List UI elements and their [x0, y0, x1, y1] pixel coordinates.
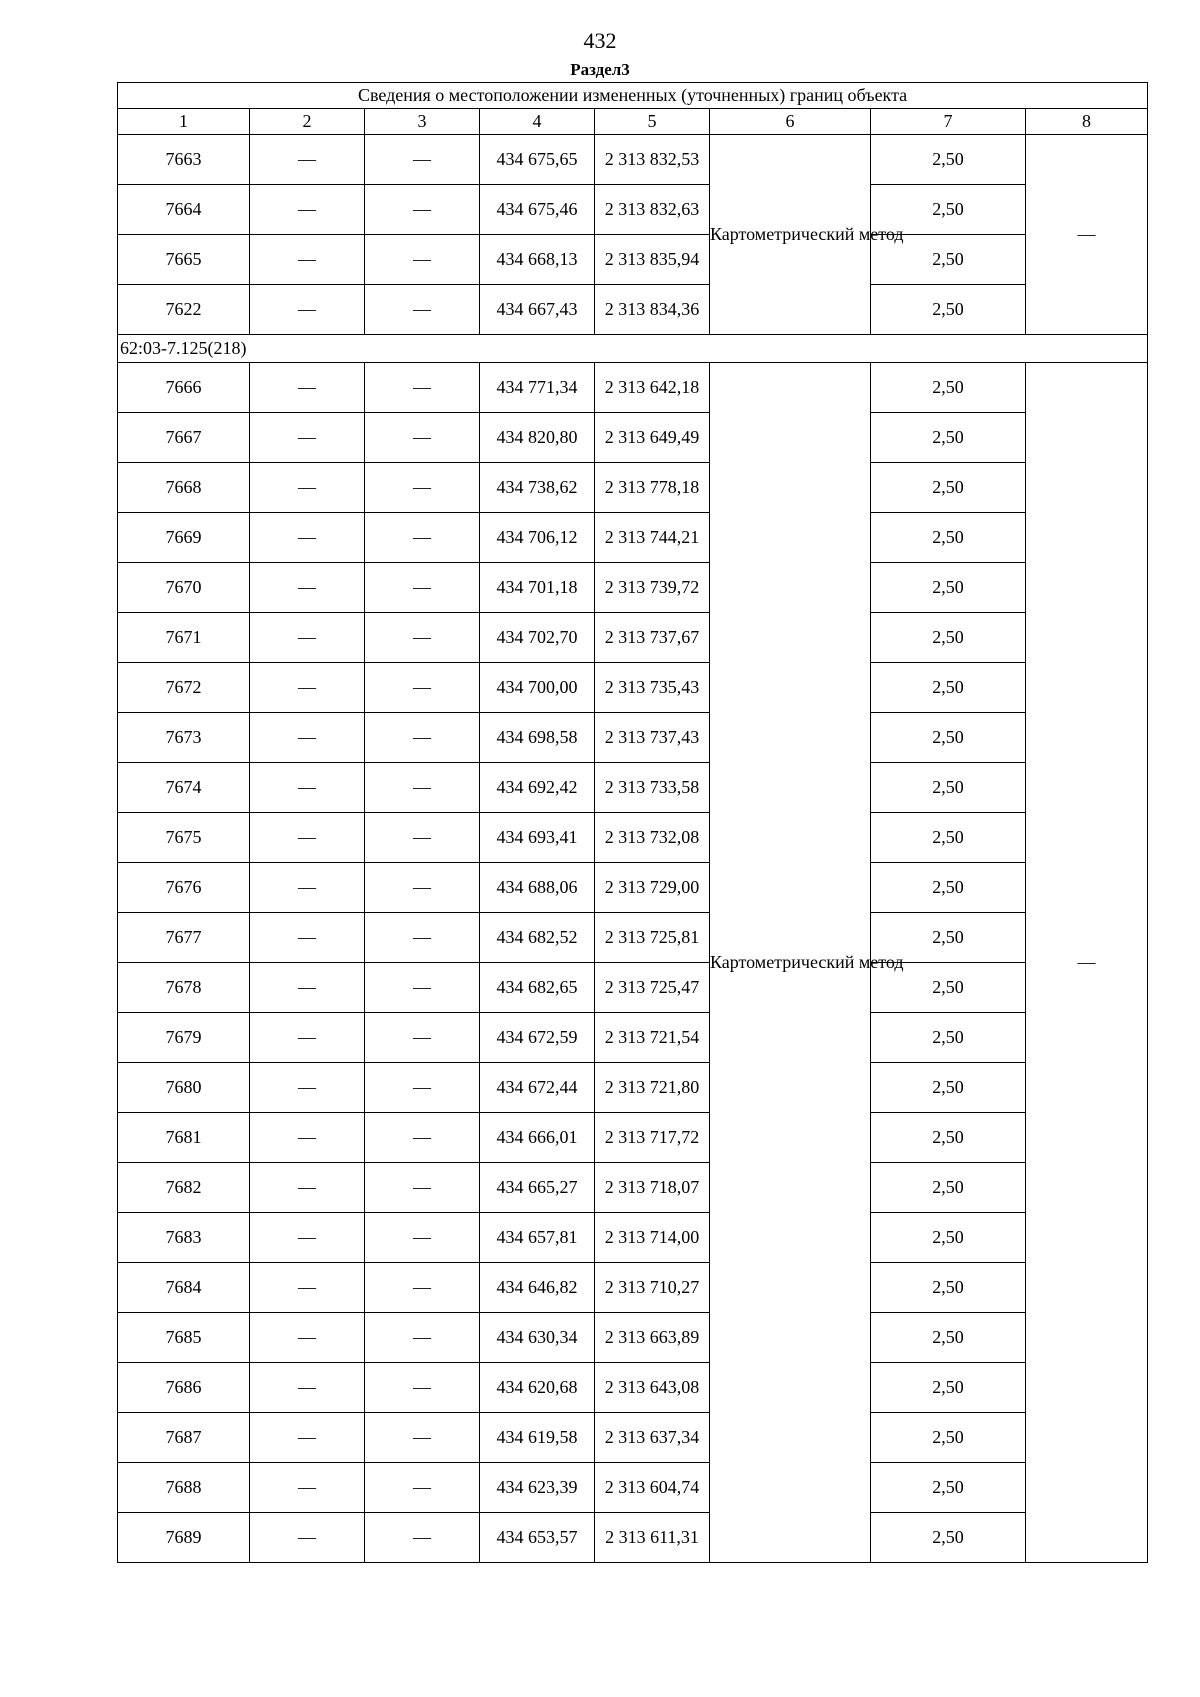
- coord-x: 434 619,58: [480, 1413, 595, 1463]
- col2-dash: —: [250, 513, 365, 563]
- column-header: 8: [1026, 109, 1148, 135]
- coord-x: 434 675,65: [480, 135, 595, 185]
- coord-y: 2 313 732,08: [595, 813, 710, 863]
- col3-dash: —: [365, 863, 480, 913]
- table-row: [118, 613, 1148, 663]
- col3-dash: —: [365, 1413, 480, 1463]
- table-row: [118, 135, 1148, 185]
- column-header: 5: [595, 109, 710, 135]
- col3-dash: —: [365, 1513, 480, 1563]
- accuracy-value: 2,50: [871, 813, 1026, 863]
- table-row: [118, 1313, 1148, 1363]
- col2-dash: —: [250, 663, 365, 713]
- coord-x: 434 706,12: [480, 513, 595, 563]
- coord-y: 2 313 778,18: [595, 463, 710, 513]
- col2-dash: —: [250, 913, 365, 963]
- point-number: 7670: [118, 563, 250, 613]
- table-row: [118, 1063, 1148, 1113]
- column-header: 4: [480, 109, 595, 135]
- col2-dash: —: [250, 1513, 365, 1563]
- accuracy-value: 2,50: [871, 1363, 1026, 1413]
- point-number: 7666: [118, 363, 250, 413]
- col2-dash: —: [250, 463, 365, 513]
- point-number: 7677: [118, 913, 250, 963]
- col2-dash: —: [250, 413, 365, 463]
- col3-dash: —: [365, 235, 480, 285]
- point-number: 7684: [118, 1263, 250, 1313]
- table-row: [118, 1463, 1148, 1513]
- point-number: 7663: [118, 135, 250, 185]
- column-header: 1: [118, 109, 250, 135]
- table-row: [118, 763, 1148, 813]
- accuracy-value: 2,50: [871, 363, 1026, 413]
- col2-dash: —: [250, 1063, 365, 1113]
- coord-y: 2 313 735,43: [595, 663, 710, 713]
- col3-dash: —: [365, 913, 480, 963]
- column-header: 6: [710, 109, 871, 135]
- coord-y: 2 313 832,53: [595, 135, 710, 185]
- coord-x: 434 700,00: [480, 663, 595, 713]
- coord-y: 2 313 721,80: [595, 1063, 710, 1113]
- col3-dash: —: [365, 185, 480, 235]
- accuracy-value: 2,50: [871, 413, 1026, 463]
- coord-x: 434 820,80: [480, 413, 595, 463]
- col2-dash: —: [250, 1113, 365, 1163]
- point-number: 7678: [118, 963, 250, 1013]
- table-caption-row: [118, 83, 1148, 109]
- col3-dash: —: [365, 1063, 480, 1113]
- col3-dash: —: [365, 563, 480, 613]
- col3-dash: —: [365, 135, 480, 185]
- coord-x: 434 682,65: [480, 963, 595, 1013]
- col2-dash: —: [250, 1463, 365, 1513]
- group-label-row: [118, 335, 1148, 363]
- point-number: 7664: [118, 185, 250, 235]
- accuracy-value: 2,50: [871, 463, 1026, 513]
- table-row: [118, 285, 1148, 335]
- table-row: [118, 413, 1148, 463]
- coord-x: 434 657,81: [480, 1213, 595, 1263]
- col3-dash: —: [365, 1163, 480, 1213]
- accuracy-value: 2,50: [871, 863, 1026, 913]
- method-cell: Картометрический метод: [710, 135, 871, 335]
- coord-x: 434 666,01: [480, 1113, 595, 1163]
- point-number: 7687: [118, 1413, 250, 1463]
- col8-dash: —: [1026, 363, 1148, 1563]
- col2-dash: —: [250, 713, 365, 763]
- coord-y: 2 313 729,00: [595, 863, 710, 913]
- accuracy-value: 2,50: [871, 285, 1026, 335]
- coord-x: 434 692,42: [480, 763, 595, 813]
- col2-dash: —: [250, 1163, 365, 1213]
- column-header-row: [118, 109, 1148, 135]
- col2-dash: —: [250, 963, 365, 1013]
- page-number: 432: [583, 28, 617, 53]
- table-row: [118, 1413, 1148, 1463]
- coord-x: 434 646,82: [480, 1263, 595, 1313]
- accuracy-value: 2,50: [871, 963, 1026, 1013]
- coord-y: 2 313 637,34: [595, 1413, 710, 1463]
- coord-y: 2 313 717,72: [595, 1113, 710, 1163]
- point-number: 7667: [118, 413, 250, 463]
- point-number: 7675: [118, 813, 250, 863]
- accuracy-value: 2,50: [871, 1413, 1026, 1463]
- table-row: [118, 1213, 1148, 1263]
- col2-dash: —: [250, 1013, 365, 1063]
- point-number: 7669: [118, 513, 250, 563]
- point-number: 7685: [118, 1313, 250, 1363]
- col3-dash: —: [365, 1013, 480, 1063]
- accuracy-value: 2,50: [871, 1263, 1026, 1313]
- table-row: [118, 1013, 1148, 1063]
- table-caption: Сведения о местоположении измененных (уточненных) границ объекта: [118, 83, 1148, 109]
- col3-dash: —: [365, 663, 480, 713]
- col2-dash: —: [250, 235, 365, 285]
- coord-x: 434 701,18: [480, 563, 595, 613]
- point-number: 7674: [118, 763, 250, 813]
- point-number: 7671: [118, 613, 250, 663]
- accuracy-value: 2,50: [871, 663, 1026, 713]
- table-row: [118, 813, 1148, 863]
- coord-y: 2 313 714,00: [595, 1213, 710, 1263]
- col2-dash: —: [250, 563, 365, 613]
- point-number: 7622: [118, 285, 250, 335]
- coord-y: 2 313 721,54: [595, 1013, 710, 1063]
- accuracy-value: 2,50: [871, 1113, 1026, 1163]
- point-number: 7681: [118, 1113, 250, 1163]
- point-number: 7688: [118, 1463, 250, 1513]
- coord-y: 2 313 611,31: [595, 1513, 710, 1563]
- column-header: 7: [871, 109, 1026, 135]
- accuracy-value: 2,50: [871, 563, 1026, 613]
- point-number: 7665: [118, 235, 250, 285]
- col2-dash: —: [250, 185, 365, 235]
- method-cell: Картометрический метод: [710, 363, 871, 1563]
- col2-dash: —: [250, 1213, 365, 1263]
- coord-x: 434 693,41: [480, 813, 595, 863]
- coord-y: 2 313 725,47: [595, 963, 710, 1013]
- coord-y: 2 313 737,67: [595, 613, 710, 663]
- col2-dash: —: [250, 613, 365, 663]
- col2-dash: —: [250, 363, 365, 413]
- accuracy-value: 2,50: [871, 1313, 1026, 1363]
- col3-dash: —: [365, 513, 480, 563]
- table-row: [118, 713, 1148, 763]
- table-row: [118, 963, 1148, 1013]
- table-row: [118, 913, 1148, 963]
- col2-dash: —: [250, 1413, 365, 1463]
- col3-dash: —: [365, 713, 480, 763]
- col3-dash: —: [365, 463, 480, 513]
- coord-x: 434 738,62: [480, 463, 595, 513]
- col3-dash: —: [365, 1213, 480, 1263]
- coord-x: 434 771,34: [480, 363, 595, 413]
- coord-y: 2 313 832,63: [595, 185, 710, 235]
- coord-y: 2 313 710,27: [595, 1263, 710, 1313]
- point-number: 7668: [118, 463, 250, 513]
- col2-dash: —: [250, 135, 365, 185]
- col2-dash: —: [250, 763, 365, 813]
- accuracy-value: 2,50: [871, 913, 1026, 963]
- coord-x: 434 630,34: [480, 1313, 595, 1363]
- col8-dash: —: [1026, 135, 1148, 335]
- coord-x: 434 665,27: [480, 1163, 595, 1213]
- point-number: 7689: [118, 1513, 250, 1563]
- accuracy-value: 2,50: [871, 1213, 1026, 1263]
- table-row: [118, 1163, 1148, 1213]
- accuracy-value: 2,50: [871, 513, 1026, 563]
- coord-y: 2 313 744,21: [595, 513, 710, 563]
- point-number: 7672: [118, 663, 250, 713]
- table-row: [118, 235, 1148, 285]
- boundary-coordinates-table: [117, 82, 1148, 1563]
- coord-x: 434 702,70: [480, 613, 595, 663]
- coord-x: 434 620,68: [480, 1363, 595, 1413]
- coord-y: 2 313 718,07: [595, 1163, 710, 1213]
- accuracy-value: 2,50: [871, 1163, 1026, 1213]
- col2-dash: —: [250, 1263, 365, 1313]
- col3-dash: —: [365, 413, 480, 463]
- table-row: [118, 1363, 1148, 1413]
- col3-dash: —: [365, 763, 480, 813]
- table-row: [118, 663, 1148, 713]
- coord-y: 2 313 643,08: [595, 1363, 710, 1413]
- accuracy-value: 2,50: [871, 613, 1026, 663]
- col3-dash: —: [365, 813, 480, 863]
- col3-dash: —: [365, 1313, 480, 1363]
- coord-x: 434 667,43: [480, 285, 595, 335]
- point-number: 7680: [118, 1063, 250, 1113]
- col3-dash: —: [365, 363, 480, 413]
- accuracy-value: 2,50: [871, 763, 1026, 813]
- table-row: [118, 513, 1148, 563]
- accuracy-value: 2,50: [871, 1063, 1026, 1113]
- table-row: [118, 185, 1148, 235]
- accuracy-value: 2,50: [871, 713, 1026, 763]
- col2-dash: —: [250, 863, 365, 913]
- col3-dash: —: [365, 285, 480, 335]
- coord-y: 2 313 649,49: [595, 413, 710, 463]
- point-number: 7686: [118, 1363, 250, 1413]
- col2-dash: —: [250, 1363, 365, 1413]
- coord-y: 2 313 733,58: [595, 763, 710, 813]
- column-header: 3: [365, 109, 480, 135]
- accuracy-value: 2,50: [871, 1513, 1026, 1563]
- table-row: [118, 563, 1148, 613]
- col3-dash: —: [365, 1263, 480, 1313]
- table-row: [118, 1113, 1148, 1163]
- col3-dash: —: [365, 1113, 480, 1163]
- coord-y: 2 313 835,94: [595, 235, 710, 285]
- coord-y: 2 313 739,72: [595, 563, 710, 613]
- table-row: [118, 863, 1148, 913]
- point-number: 7683: [118, 1213, 250, 1263]
- point-number: 7676: [118, 863, 250, 913]
- coord-x: 434 653,57: [480, 1513, 595, 1563]
- section-title: Раздел3: [570, 60, 630, 79]
- coord-y: 2 313 604,74: [595, 1463, 710, 1513]
- coord-y: 2 313 642,18: [595, 363, 710, 413]
- col3-dash: —: [365, 1363, 480, 1413]
- coord-x: 434 672,59: [480, 1013, 595, 1063]
- coord-x: 434 688,06: [480, 863, 595, 913]
- coord-x: 434 672,44: [480, 1063, 595, 1113]
- col2-dash: —: [250, 1313, 365, 1363]
- coord-y: 2 313 834,36: [595, 285, 710, 335]
- accuracy-value: 2,50: [871, 135, 1026, 185]
- table-row: [118, 1513, 1148, 1563]
- coord-y: 2 313 663,89: [595, 1313, 710, 1363]
- col2-dash: —: [250, 813, 365, 863]
- point-number: 7673: [118, 713, 250, 763]
- parcel-number-label: 62:03-7.125(218): [118, 335, 1148, 363]
- accuracy-value: 2,50: [871, 185, 1026, 235]
- coord-x: 434 698,58: [480, 713, 595, 763]
- accuracy-value: 2,50: [871, 1463, 1026, 1513]
- coord-x: 434 623,39: [480, 1463, 595, 1513]
- accuracy-value: 2,50: [871, 235, 1026, 285]
- col3-dash: —: [365, 613, 480, 663]
- table-body: [118, 135, 1148, 1563]
- col2-dash: —: [250, 285, 365, 335]
- coord-x: 434 668,13: [480, 235, 595, 285]
- point-number: 7682: [118, 1163, 250, 1213]
- column-header: 2: [250, 109, 365, 135]
- col3-dash: —: [365, 1463, 480, 1513]
- accuracy-value: 2,50: [871, 1013, 1026, 1063]
- coord-y: 2 313 725,81: [595, 913, 710, 963]
- point-number: 7679: [118, 1013, 250, 1063]
- table-row: [118, 363, 1148, 413]
- coord-x: 434 682,52: [480, 913, 595, 963]
- coord-y: 2 313 737,43: [595, 713, 710, 763]
- table-row: [118, 1263, 1148, 1313]
- col3-dash: —: [365, 963, 480, 1013]
- coord-x: 434 675,46: [480, 185, 595, 235]
- table-row: [118, 463, 1148, 513]
